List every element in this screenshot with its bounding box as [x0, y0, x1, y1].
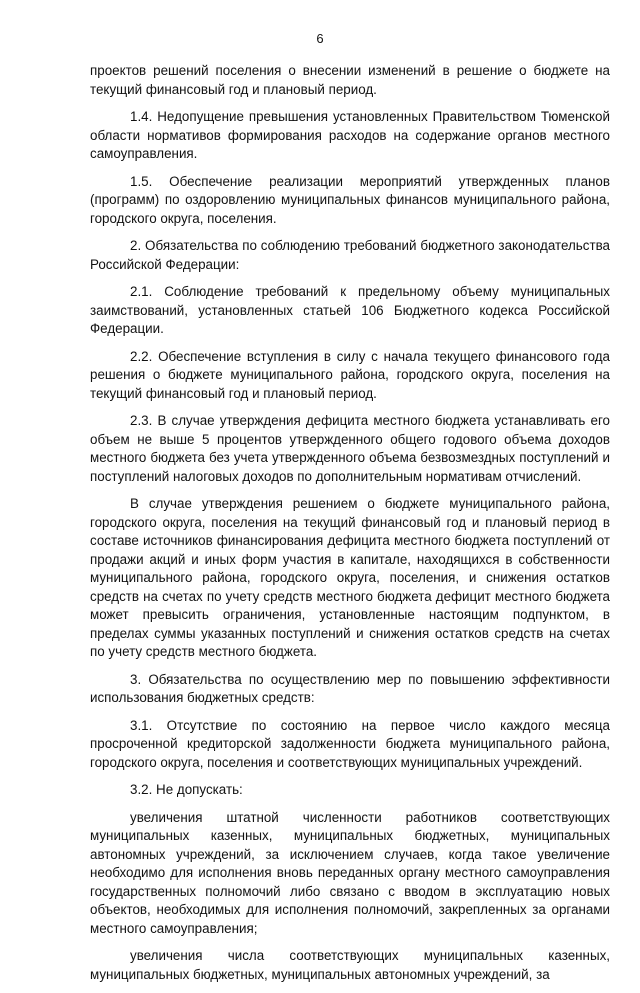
paragraph-staff-increase: увеличения штатной численности работников соответствующих муниципальных казенных, муниципальных бюджетных, муниципальных автономных учреждений, за исключением случаев, когда такое увеличение необходимо для исполнения вновь переданных органу местного самоуправления государственных полномочий либо связано с вводом в эксплуатацию новых объектов, необходимых для исполнения полномочий, закрепленных за органами местного самоуправления; [90, 809, 610, 936]
paragraph-2-2: 2.2. Обеспечение вступления в силу с начала текущего финансового года решения о бюджете муниципального района, городского округа, поселения на текущий финансовый год и плановый период. [90, 348, 610, 401]
paragraph-1-5: 1.5. Обеспечение реализации мероприятий утвержденных планов (программ) по оздоровлению муниципальных финансов муниципального района, городского округа, поселения. [90, 173, 610, 226]
paragraph-2-3: 2.3. В случае утверждения дефицита местного бюджета устанавливать его объем не выше 5 процентов утвержденного общего годового объема доходов местного бюджета без учета утвержденного объема безвозмездных поступлений и поступлений налоговых доходов по дополнительным нормативам отчислений. [90, 413, 610, 484]
paragraph-2-3-deficit: В случае утверждения решением о бюджете муниципального района, городского округа, поселения на текущий финансовый год и плановый период в составе источников финансирования дефицита местного бюджета поступлений от продажи акций и иных форм участия в капитале, находящихся в собственности муниципального района, городского округа, поселения, и снижения остатков средств на счетах по учету средств местного бюджета дефицит местного бюджета может превысить ограничения, установленные настоящим подпунктом, в пределах суммы указанных поступлений и снижения остатков средств на счетах по учету средств местного бюджета. [90, 496, 610, 659]
paragraph-institutions-increase: увеличения числа соответствующих муниципальных казенных, муниципальных бюджетных, муниципальных автономных учреждений, за [90, 948, 610, 982]
page-number: 6 [316, 31, 324, 46]
paragraph-3-1: 3.1. Отсутствие по состоянию на первое число каждого месяца просроченной кредиторской задолженности бюджета муниципального района, городского округа, поселения и соответствующих муниципальных учреждений. [90, 717, 610, 770]
paragraph-1-4: 1.4. Недопущение превышения установленных Правительством Тюменской области нормативов формирования расходов на содержание органов местного самоуправления. [90, 109, 610, 161]
paragraph-continuation: проектов решений поселения о внесении изменений в решение о бюджете на текущий финансовый год и плановый период. [90, 63, 610, 97]
paragraph-2: 2. Обязательства по соблюдению требований бюджетного законодательства Российской Федерации: [90, 238, 610, 272]
paragraph-3-2: 3.2. Не допускать: [130, 782, 243, 797]
paragraph-3: 3. Обязательства по осуществлению мер по повышению эффективности использования бюджетных средств: [90, 671, 610, 705]
document-body [90, 62, 610, 993]
paragraph-2-1: 2.1. Соблюдение требований к предельному объему муниципальных заимствований, установленных статьей 106 Бюджетного кодекса Российской Федерации. [90, 284, 610, 336]
